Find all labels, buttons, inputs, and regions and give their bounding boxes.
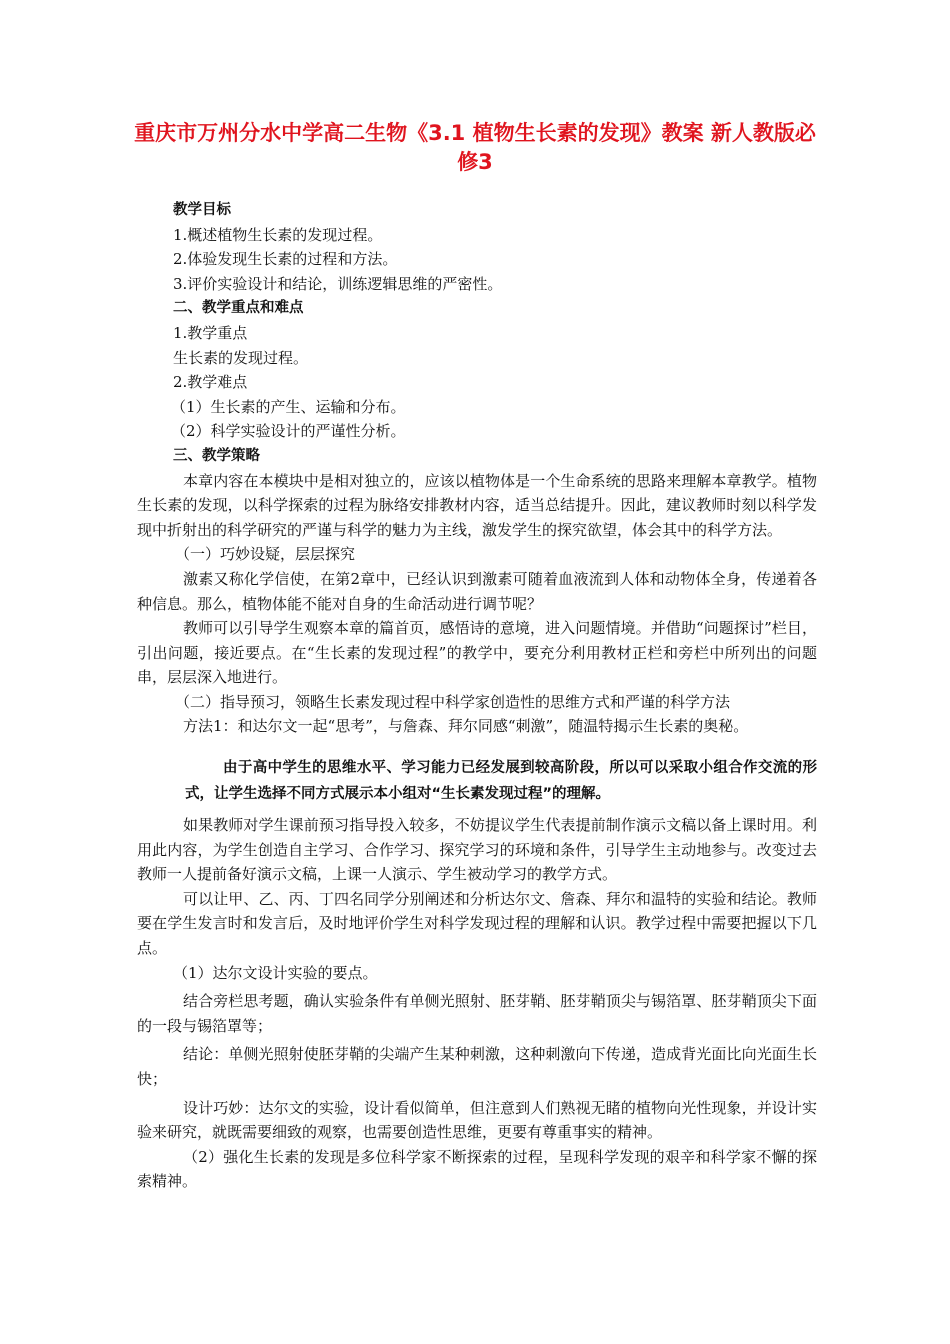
goals-heading: 教学目标 bbox=[173, 202, 231, 218]
goal-item: 1.概述植物生长素的发现过程。 bbox=[173, 225, 383, 244]
paragraph: 结合旁栏思考题，确认实验条件有单侧光照射、胚芽鞘、胚芽鞘顶尖与锡箔罩、胚芽鞘顶尖下面的一段与锡箔罩等； bbox=[137, 992, 817, 1035]
document-title: 重庆市万州分水中学高二生物《3.1 植物生长素的发现》教案 新人教版必修3 bbox=[134, 121, 816, 174]
key-points-heading: 二、教学重点和难点 bbox=[173, 300, 304, 317]
point-heading: （2）强化生长素的发现是多位科学家不断探索的过程，呈现科学发现的艰辛和科学家不懈的探索精神。 bbox=[137, 1147, 817, 1191]
paragraph: 设计巧妙：达尔文的实验，设计看似简单，但注意到人们熟视无睹的植物向光性现象，并设计实验来研究，就既需要细致的观察，也需要创造性思维，更要有尊重事实的精神。 bbox=[137, 1098, 817, 1142]
paragraph: 结论：单侧光照射使胚芽鞘的尖端产生某种刺激，这种刺激向下传递，造成背光面比向光面生长快； bbox=[137, 1045, 817, 1088]
paragraph: 教师可以引导学生观察本章的篇首页，感悟诗的意境，进入问题情境。并借助“问题探讨”栏目，引出问题，接近要点。在“生长素的发现过程”的教学中，要充分利用教材正栏和旁栏中所列出的问题串，层层深入地进行。 bbox=[137, 619, 817, 687]
point-heading: （1）达尔文设计实验的要点。 bbox=[173, 963, 378, 982]
key-points-subheading: 1.教学重点 bbox=[173, 323, 248, 342]
paragraph: 如果教师对学生课前预习指导投入较多，不妨提议学生代表提前制作演示文稿以备上课时用。利用此内容，为学生创造自主学习、合作学习、探究学习的环境和条件，引导学生主动地参与。改变过去教师一人提前备好演示文稿，上课一人演示、学生被动学习的教学方式。 bbox=[137, 816, 817, 884]
subsection-heading: （一）巧妙设疑，层层探究 bbox=[175, 545, 356, 564]
difficulty-item: （1）生长素的产生、运输和分布。 bbox=[171, 397, 406, 416]
subsection-heading: （二）指导预习，领略生长素发现过程中科学家创造性的思维方式和严谨的科学方法 bbox=[175, 692, 731, 711]
difficulty-item: （2）科学实验设计的严谨性分析。 bbox=[171, 422, 406, 441]
paragraph: 可以让甲、乙、丙、丁四名同学分别阐述和分析达尔文、詹森、拜尔和温特的实验和结论。教师要在学生发言时和发言后，及时地评价学生对科学发现过程的理解和认识。教学过程中需要把握以下几点。 bbox=[137, 889, 817, 958]
method-paragraph: 方法1：和达尔文一起“思考”，与詹森、拜尔同感“刺激”，随温特揭示生长素的奥秘。 bbox=[183, 717, 749, 736]
paragraph: 激素又称化学信使，在第2章中，已经认识到激素可随着血液流到人体和动物体全身，传递着各种信息。那么，植物体能不能对自身的生命活动进行调节呢？ bbox=[137, 569, 817, 613]
difficulty-subheading: 2.教学难点 bbox=[173, 373, 248, 392]
strategy-paragraph: 本章内容在本模块中是相对独立的，应该以植物体是一个生命系统的思路来理解本章教学。植物生长素的发现，以科学探索的过程为脉络安排教材内容，适当总结提升。因此，建议教师时刻以科学发现中折射出的科学研究的严谨与科学的魅力为主线，激发学生的探究欲望，体会其中的科学方法。 bbox=[137, 471, 817, 539]
document-body bbox=[137, 198, 817, 1194]
goal-item: 3.评价实验设计和结论，训练逻辑思维的严密性。 bbox=[173, 274, 503, 293]
group-work-note: 由于高中学生的思维水平、学习能力已经发展到较高阶段，所以可以采取小组合作交流的形式，让学生选择不同方式展示本小组对“生长素发现过程”的理解。 bbox=[185, 760, 817, 803]
goal-item: 2.体验发现生长素的过程和方法。 bbox=[173, 250, 398, 269]
strategy-heading: 三、教学策略 bbox=[173, 447, 260, 464]
key-points-text: 生长素的发现过程。 bbox=[173, 348, 309, 367]
